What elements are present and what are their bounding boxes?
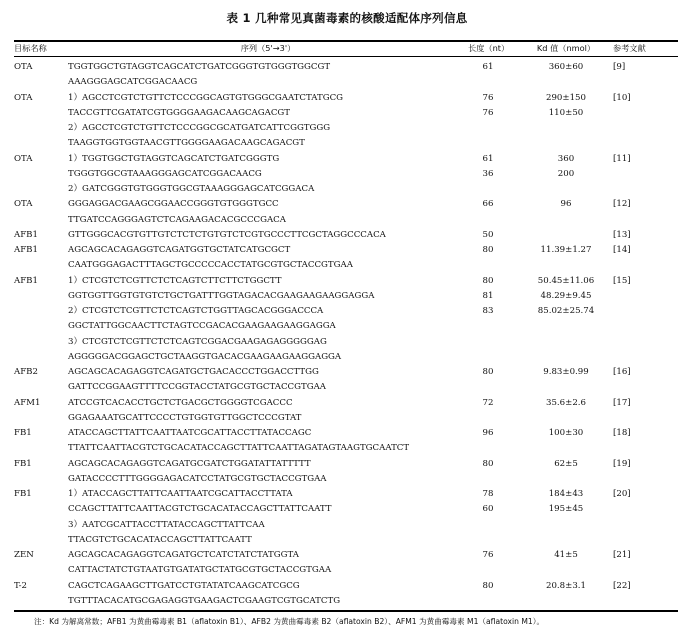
- cell-sequence: TGTTTACACATGCGAGAGGTGAAGACTCGAAGTCGTGCATCTG: [68, 595, 341, 606]
- cell-kd: 360: [557, 153, 575, 164]
- cell-sequence: TACCGTTCGATATCGTGGGGAAGACAAGCAGACGT: [68, 107, 291, 118]
- cell-sequence: ATACCAGCTTATTCAATTAATCGCATTACCTTATACCAGC: [68, 428, 312, 438]
- cell-ref: [13]: [613, 229, 631, 240]
- cell-length: 36: [482, 168, 494, 179]
- cell-kd: 85.02±25.74: [537, 306, 595, 316]
- cell-sequence: TTATTCAATTACGTCTGCACATACCAGCTTATTCAATTAGATAGTAAGTGCAATCT: [68, 443, 410, 454]
- cell-sequence: TTACGTCTGCACATACCAGCTTATTCAATT: [68, 534, 252, 545]
- header-kd: Kd 值（nmol）: [536, 43, 596, 53]
- cell-ref: [12]: [613, 199, 631, 210]
- cell-sequence: GATTCCGGAAGTTTTCCGGTACCTATGCGTGCTACCGTGAA: [68, 382, 326, 393]
- cell-target: ZEN: [14, 550, 34, 560]
- cell-sequence: AGCAGCACAGAGGTCAGATGGTGCTATCATGCGCT: [68, 245, 291, 255]
- cell-length: 80: [482, 458, 494, 469]
- cell-length: 83: [482, 306, 494, 316]
- table-caption: 表 1 几种常见真菌毒素的核酸适配体序列信息: [226, 11, 468, 25]
- cell-target: AFB1: [14, 275, 38, 286]
- cell-target: AFB1: [14, 229, 38, 240]
- cell-sequence: GGTGGTTGGTGTGTCTGCTGATTTGGTAGACACGAAGAAGAAGGAGGA: [68, 290, 375, 301]
- cell-kd: 184±43: [548, 489, 584, 499]
- cell-kd: 110±50: [548, 107, 584, 118]
- cell-sequence: 3）AATCGCATTACCTTATACCAGCTTATTCAA: [68, 519, 265, 530]
- header-sequence: 序列（5'→3'）: [240, 43, 296, 53]
- cell-kd: 41±5: [554, 550, 578, 560]
- cell-length: 61: [482, 153, 494, 164]
- cell-sequence: GGGAGGACGAAGCGGAACCGGGTGTGGGTGCC: [68, 199, 279, 210]
- cell-length: 78: [482, 489, 494, 499]
- cell-ref: [19]: [613, 458, 631, 469]
- cell-length: 61: [482, 62, 494, 72]
- cell-ref: [15]: [613, 275, 631, 286]
- cell-length: 50: [482, 229, 494, 240]
- bottom-rule: [14, 610, 678, 612]
- cell-sequence: 1）TGGTGGCTGTAGGTCAGCATCTGATCGGGTG: [68, 153, 280, 164]
- cell-target: FB1: [14, 458, 32, 469]
- cell-sequence: AGCAGCACAGAGGTCAGATGCTGACACCCTGGACCTTGG: [68, 367, 319, 377]
- cell-target: FB1: [14, 489, 32, 499]
- cell-kd: 48.29±9.45: [540, 290, 592, 301]
- cell-ref: [17]: [613, 397, 631, 408]
- cell-sequence: CAATGGGAGACTTTAGCTGCCCCCACCTATGCGTGCTACCGTGAA: [68, 260, 353, 271]
- cell-sequence: 1）AGCCTCGTCTGTTCTCCCGGCAGTGTGGGCGAATCTATGCG: [68, 92, 344, 103]
- cell-target: OTA: [14, 153, 33, 164]
- cell-ref: [21]: [613, 550, 631, 560]
- table-note: 注：Kd 为解离常数；AFB1 为黄曲霉毒素 B1（aflatoxin B1）、AFB2 为黄曲霉毒素 B2（aflatoxin B2）、AFM1 为黄曲霉毒素 M1（aflatoxin M1）。: [34, 617, 545, 626]
- cell-length: 66: [482, 199, 494, 210]
- cell-sequence: 2）CTCGTCTCGTTCTCTCAGTCTGGTTAGCACGGGACCCA: [68, 306, 324, 316]
- cell-length: 80: [482, 580, 494, 591]
- cell-sequence: 1）ATACCAGCTTATTCAATTAATCGCATTACCTTATA: [68, 489, 293, 499]
- cell-sequence: 1）CTCGTCTCGTTCTCTCAGTCTTCTTCTGGCTT: [68, 275, 282, 286]
- cell-sequence: CATTACTATCTGTAATGTGATATGCTATGCGTGCTACCGTGAA: [68, 565, 332, 576]
- cell-length: 72: [482, 397, 494, 408]
- cell-sequence: 2）AGCCTCGTCTGTTCTCCCGGCGCATGATCATTCGGTGGG: [68, 123, 331, 133]
- cell-length: 80: [482, 245, 494, 255]
- cell-target: FB1: [14, 428, 32, 438]
- cell-kd: 96: [560, 199, 572, 210]
- cell-ref: [22]: [613, 580, 631, 591]
- cell-target: T-2: [14, 580, 27, 591]
- cell-target: OTA: [14, 62, 33, 72]
- cell-target: AFM1: [14, 397, 41, 408]
- cell-target: AFB1: [14, 245, 38, 255]
- cell-sequence: TTGATCCAGGGAGTCTCAGAAGACACGCCCGACA: [68, 214, 286, 225]
- cell-length: 81: [482, 290, 494, 301]
- cell-kd: 290±150: [545, 92, 586, 103]
- cell-kd: 50.45±11.06: [537, 275, 595, 286]
- cell-ref: [18]: [613, 428, 631, 438]
- cell-sequence: ATCCGTCACACCTGCTCTGACGCTGGGGTCGACCC: [68, 397, 293, 408]
- cell-ref: [16]: [613, 367, 631, 377]
- cell-sequence: TGGTGGCTGTAGGTCAGCATCTGATCGGGTGTGGGTGGCGT: [68, 62, 331, 72]
- cell-kd: 35.6±2.6: [545, 397, 586, 408]
- cell-length: 76: [482, 550, 494, 560]
- cell-kd: 100±30: [548, 428, 584, 438]
- cell-ref: [10]: [613, 92, 631, 103]
- cell-kd: 200: [557, 168, 575, 179]
- cell-sequence: GGCTATTGGCAACTTCTAGTCCGACACGAAGAAGAAGGAGGA: [68, 321, 336, 332]
- cell-sequence: 2）GATCGGGTGTGGGTGGCGTAAAGGGAGCATCGGACA: [68, 184, 315, 194]
- cell-sequence: AGCAGCACAGAGGTCAGATGCTCATCTATCTATGGTA: [68, 550, 299, 560]
- cell-sequence: GTTGGGCACGTGTTGTCTCTCTGTGTCTCGTGCCCTTCGCTAGGCCCACA: [68, 229, 386, 240]
- cell-ref: [9]: [613, 62, 626, 72]
- cell-ref: [20]: [613, 489, 631, 499]
- cell-sequence: CCAGCTTATTCAATTACGTCTGCACATACCAGCTTATTCAATT: [68, 504, 332, 515]
- cell-sequence: GATACCCCTTTGGGGAGACATCCTATGCGTGCTACCGTGAA: [68, 473, 327, 484]
- cell-kd: 360±60: [548, 62, 584, 72]
- header-length: 长度（nt）: [468, 43, 510, 53]
- cell-target: OTA: [14, 199, 33, 210]
- cell-sequence: GGAGAAATGCATTCCCCTGTGGTGTTGGCTCCCGTAT: [68, 412, 302, 423]
- cell-target: AFB2: [14, 367, 38, 377]
- cell-sequence: AGCAGCACAGAGGTCAGATGCGATCTGGATATTATTTTT: [68, 458, 311, 469]
- cell-sequence: TGGGTGGCGTAAAGGGAGCATCGGACAACG: [68, 168, 262, 179]
- cell-kd: 9.83±0.99: [543, 367, 589, 377]
- cell-length: 80: [482, 367, 494, 377]
- cell-kd: 11.39±1.27: [540, 245, 592, 255]
- header-ref: 参考文献: [613, 43, 646, 53]
- cell-sequence: 3）CTCGTCTCGTTCTCTCAGTCGGACGAAGAGAGGGGGAG: [68, 336, 327, 347]
- cell-sequence: AAAGGGAGCATCGGACAACG: [68, 77, 198, 88]
- cell-length: 60: [482, 504, 494, 515]
- cell-kd: 62±5: [554, 458, 578, 469]
- cell-sequence: CAGCTCAGAAGCTTGATCCTGTATATCAAGCATCGCG: [68, 580, 300, 591]
- cell-target: OTA: [14, 92, 33, 103]
- cell-kd: 195±45: [548, 504, 584, 515]
- header-target: 目标名称: [14, 43, 47, 53]
- cell-sequence: TAAGGTGGTGGTAACGTTGGGGAAGACAAGCAGACGT: [68, 138, 305, 149]
- cell-length: 76: [482, 92, 494, 103]
- cell-length: 80: [482, 275, 494, 286]
- cell-length: 96: [482, 428, 494, 438]
- cell-ref: [14]: [613, 245, 631, 255]
- cell-ref: [11]: [613, 153, 631, 164]
- header-rule: [14, 56, 678, 57]
- cell-sequence: AGGGGGACGGAGCTGCTAAGGTGACACGAAGAAGAAGGAGGA: [68, 351, 342, 362]
- cell-length: 76: [482, 107, 494, 118]
- cell-kd: 20.8±3.1: [545, 580, 586, 591]
